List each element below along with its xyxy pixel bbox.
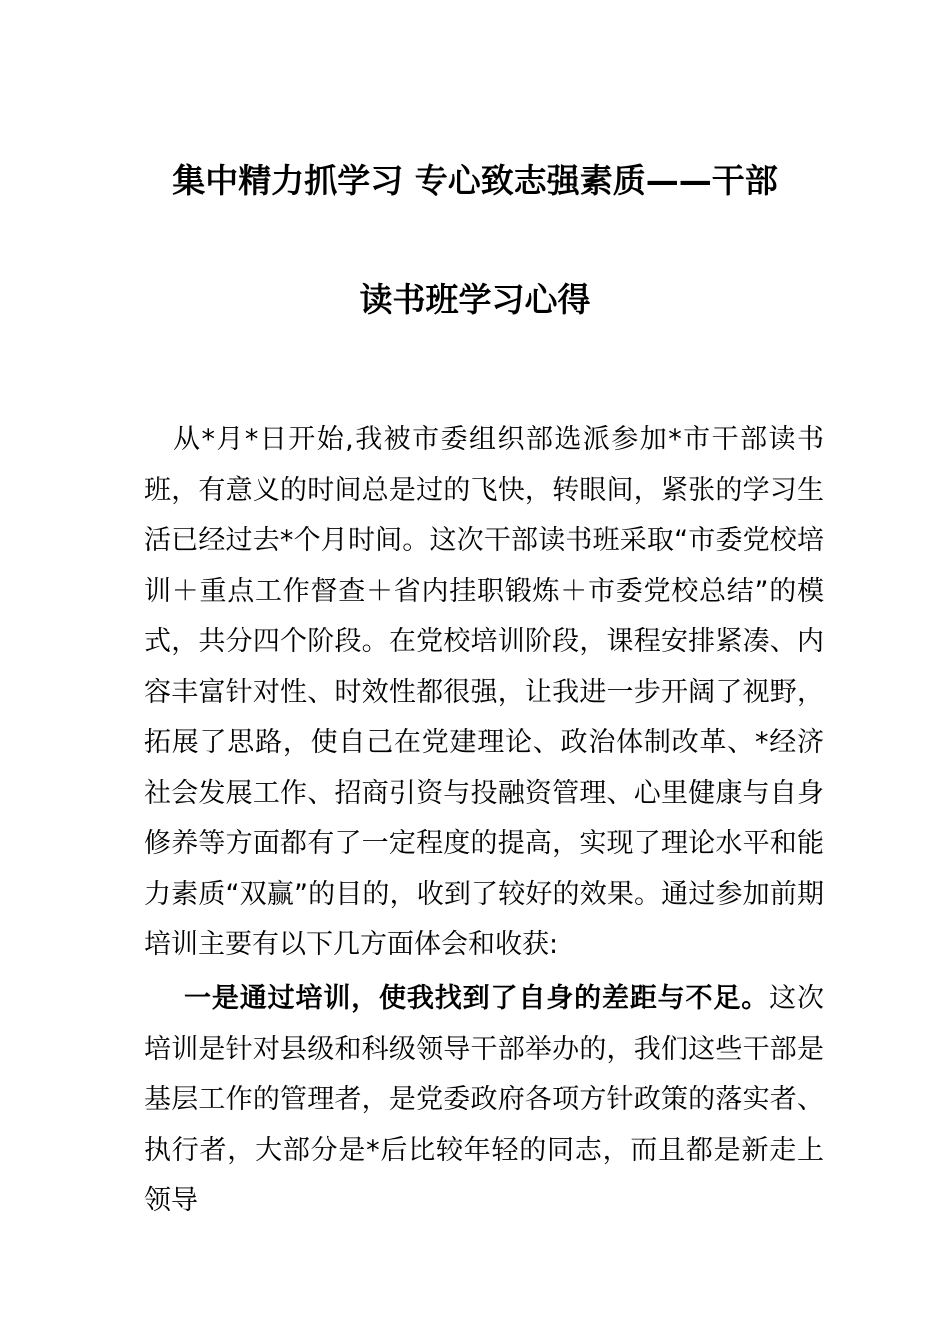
paragraph-2-body-text: 这次培训是针对县级和科级领导干部举办的，我们这些干部是基层工作的管理者，是党委政府各项方针政策的落实者、执行者，大部分是*后比较年轻的同志，而且都是新走上领导: [144, 983, 825, 1216]
body-paragraph-1: 从*月*日开始,我被市委组织部选派参加*市干部读书班，有意义的时间总是过的飞快，转眼间，紧张的学习生活已经过去*个月时间。这次干部读书班采取“市委党校培训＋重点工作督查＋省内挂职锻炼＋市委党校总结”的模式，共分四个阶段。在党校培训阶段，课程安排紧凑、内容丰富针对性、时效性都很强，让我进一步开阔了视野，拓展了思路，使自己在党建理论、政治体制改革、*经济社会发展工作、招商引资与投融资管理、心里健康与自身修养等方面都有了一定程度的提高，实现了理论水平和能力素质“双赢”的目的，收到了较好的效果。通过参加前期培训主要有以下几方面体会和收获:: [144, 424, 824, 960]
paragraph-2-lead-sentence: 一是通过培训，使我找到了自身的差距与不足。: [184, 983, 770, 1014]
body-paragraph-2: [144, 974, 824, 1227]
document-title-line-1: 集中精力抓学习 专心致志强素质——干部: [172, 161, 778, 200]
document-title-line-2: 读书班学习心得: [359, 280, 591, 319]
